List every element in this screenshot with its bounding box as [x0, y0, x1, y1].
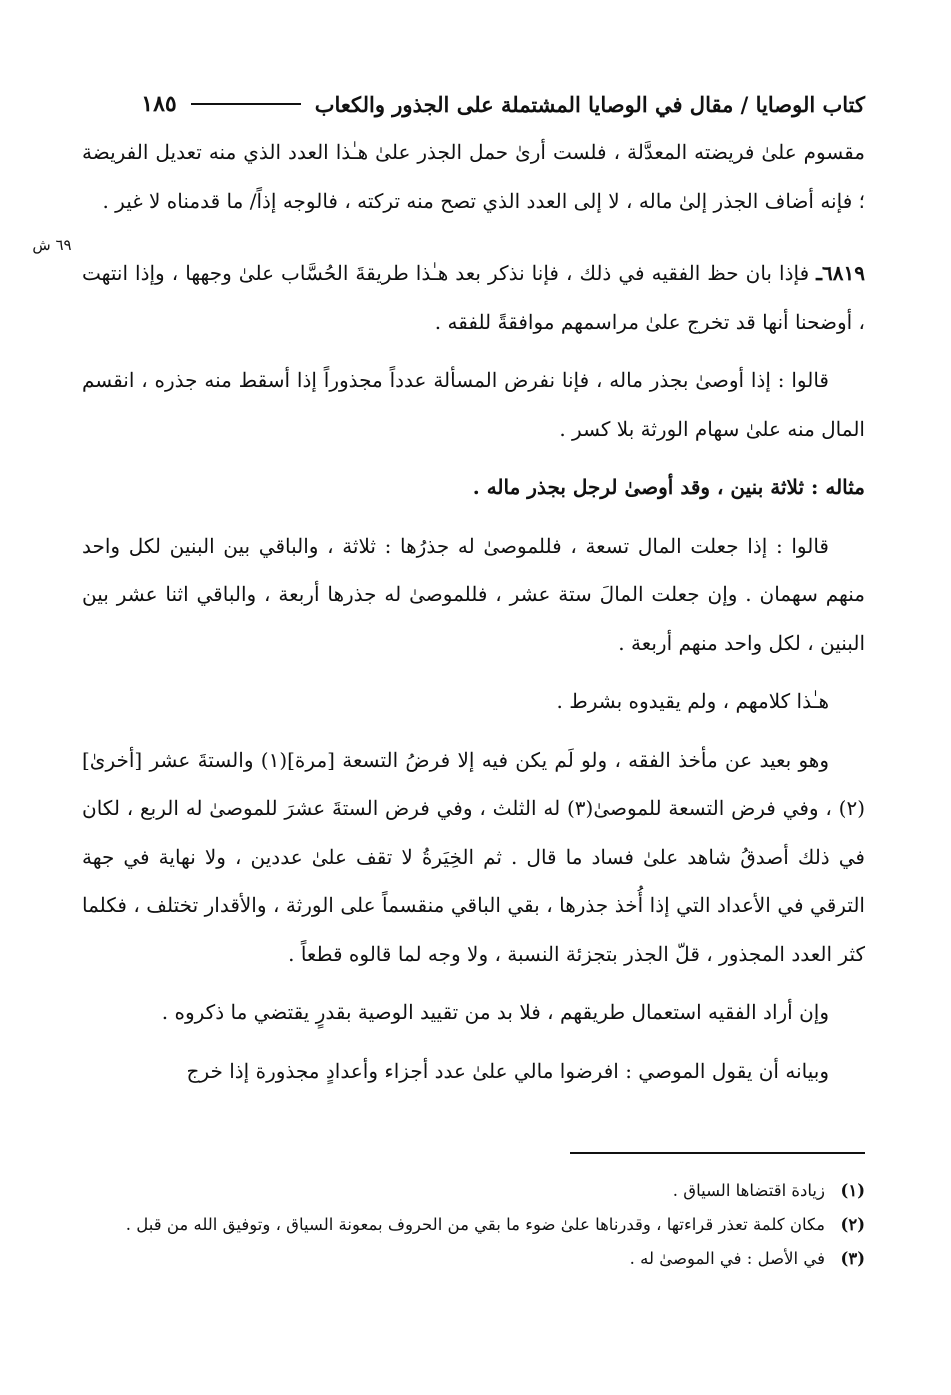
paragraph	[82, 988, 865, 1037]
paragraph-text: مقسوم علىٰ فريضته المعدَّلة ، فلست أرىٰ حمل الجذر علىٰ هـٰذا العدد الذي منه تعديل الفريضة ؛ فإنه أضاف الجذر إلىٰ ماله ، لا إلى العدد الذي تصح منه تركته ، فالوجه إذاً/ ما قدمناه لا غير .	[82, 140, 865, 213]
paragraph-text: هـٰذا كلامهم ، ولم يقيدوه بشرط .	[556, 689, 829, 713]
footnote	[82, 1244, 865, 1274]
footnote-mark: (٣)	[840, 1249, 865, 1268]
section-number: ٦٨١٩ـ	[816, 261, 865, 285]
running-header	[82, 84, 865, 124]
paragraph-text: قالوا : إذا جعلت المال تسعة ، فللموصىٰ له جذرُها : ثلاثة ، والباقي بين البنين لكل واحد منهم سهمان . وإن جعلت المالَ ستة عشر ، فللموصىٰ له جذرها أربعة ، والباقي اثنا عشر بين البنين ، لكل واحد منهم أربعة .	[82, 533, 865, 655]
paragraph	[82, 736, 865, 979]
footnote-text: في الأصل : في الموصىٰ له .	[629, 1249, 825, 1268]
paragraph	[82, 1047, 865, 1096]
paragraph-text: وهو بعيد عن مأخذ الفقه ، ولو لَم يكن فيه إلا فرضُ التسعة [مرة](١) والستةَ عشر [أخرىٰ](٢) ، وفي فرض التسعة للموصىٰ(٣) له الثلث ، وفي فرض الستةَ عشرَ للموصىٰ له الربع ، لكان في ذلك أصدقُ شاهد علىٰ فساد ما قال . ثم الخِيَرةُ لا تقف علىٰ عددين ، ولا نهاية في جهة الترقي في الأعداد التي إذا أُخذ جذرها ، بقي الباقي منقسماً على الورثة ، والأقدار تختلف ، فكلما كثر العدد المجذور ، قلّ الجذر بتجزئة النسبة ، ولا وجه لما قالوه قطعاً .	[82, 747, 865, 966]
paragraph-text: وإن أراد الفقيه استعمال طريقهم ، فلا بد من تقييد الوصية بقدرٍ يقتضي ما ذكروه .	[161, 1000, 829, 1024]
paragraph-example	[82, 463, 865, 512]
footnote-text: زيادة اقتضاها السياق .	[672, 1181, 825, 1200]
margin-note: ٦٩ ش	[32, 236, 72, 254]
paragraph-numbered	[82, 249, 865, 346]
footnote-mark: (١)	[840, 1181, 865, 1200]
page-number: ١٨٥	[141, 91, 177, 117]
header-title: كتاب الوصايا / مقال في الوصايا المشتملة على الجذور والكعاب	[314, 91, 865, 117]
footnotes	[82, 1176, 865, 1278]
footnote-text: مكان كلمة تعذر قراءتها ، وقدرناها علىٰ ضوء ما بقي من الحروف بمعونة السياق ، وتوفيق الله من قبل .	[125, 1215, 825, 1234]
footnote	[82, 1210, 865, 1240]
paragraph-text: وبيانه أن يقول الموصي : افرضوا مالي علىٰ عدد أجزاء وأعدادٍ مجذورة إذا خرج	[186, 1058, 829, 1083]
footnote-mark: (٢)	[840, 1215, 865, 1234]
paragraph	[82, 677, 865, 726]
paragraph	[82, 128, 865, 225]
paragraph-text: مثاله : ثلاثة بنين ، وقد أوصىٰ لرجل بجذر ماله .	[472, 475, 865, 499]
paragraph	[82, 356, 865, 453]
paragraph-text: قالوا : إذا أوصىٰ بجذر ماله ، فإنا نفرض المسألة عدداً مجذوراً إذا أسقط منه جذره ، انقسم المال منه علىٰ سهام الورثة بلا كسر .	[82, 368, 865, 441]
footnote	[82, 1176, 865, 1206]
paragraph-text: فإذا بان حظ الفقيه في ذلك ، فإنا نذكر بعد هـٰذا طريقةَ الحُسَّاب علىٰ وجهها ، وإذا انتهت ، أوضحنا أنها قد تخرج علىٰ مراسمهم موافقةً للفقه .	[82, 261, 865, 334]
header-rule	[191, 103, 301, 105]
paragraph	[82, 522, 865, 668]
footnote-divider	[570, 1152, 865, 1154]
body-text	[82, 128, 865, 1095]
